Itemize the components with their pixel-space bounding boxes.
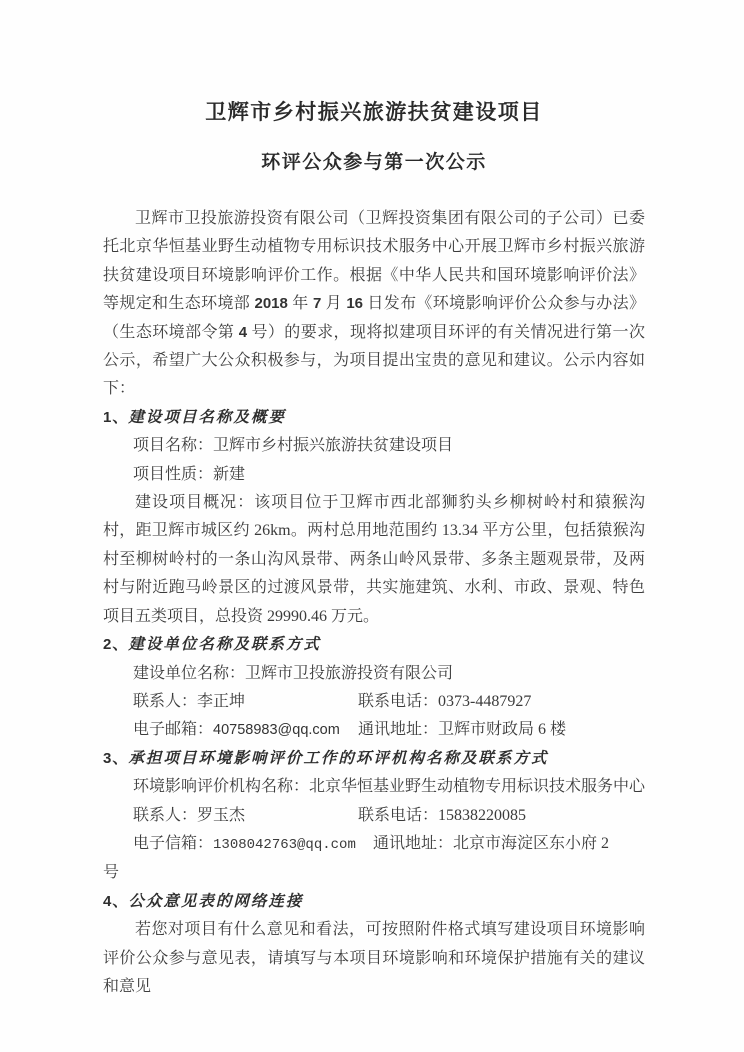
intro-text-3: 号）的要求，现将拟建项目环评的有关情况进行第一次公示，希望广大公众积极参与，为项目提出宝贵的意见和建议。公示内容如下： [103,323,645,398]
section3-mailing-address-line2: 号 [103,864,120,882]
section3-contact-person: 联系人：罗玉杰 [133,806,246,824]
section2-email-row [103,716,645,744]
section4-heading [103,888,645,916]
project-name-line: 项目名称：卫辉市乡村振兴旅游扶贫建设项目 [133,437,454,455]
section3-email-address: 1308042763@qq.com [213,836,356,853]
document-subtitle: 环评公众参与第一次公示 [261,152,487,173]
section2-heading-text: 建设单位名称及联系方式 [128,636,321,654]
document-title: 卫辉市乡村振兴旅游扶贫建设项目 [205,100,543,124]
eia-agency-line: 环境影响评价机构名称：北京华恒基业野生动植物专用标识技术服务中心 [133,778,646,796]
intro-text-2: 日发布《环境影响评价公众参与办法》（生态环境部令第 [103,295,645,341]
intro-month: 7 [312,295,322,313]
section3-heading [103,745,645,773]
section1-heading-text: 建设项目名称及概要 [128,408,286,426]
section3-email-label: 电子信箱： [133,834,214,852]
intro-year: 2018 [254,295,288,313]
section3-number: 3、 [103,749,129,767]
section2-contact-person: 联系人：李正坤 [133,692,246,710]
section3-mailing-address-line1: 通讯地址：北京市海淀区东小府 2 [373,834,610,852]
section3-heading-text: 承担项目环境影响评价工作的环评机构名称及联系方式 [128,749,549,767]
section3-contact-row [103,802,645,830]
section4-number: 4、 [103,892,129,910]
intro-text-1: 卫辉市卫投旅游投资有限公司（卫辉投资集团有限公司的子公司）已委托北京华恒基业野生动植物专用标识技术服务中心开展卫辉市乡村振兴旅游扶贫建设项目环境影响评价工作。根据《中华人民共和国环境影响评价法》等规定和生态环境部 [103,210,645,313]
construction-company-line: 建设单位名称：卫辉市卫投旅游投资有限公司 [133,664,454,682]
section2-mailing-address: 通讯地址：卫辉市财政局 6 楼 [358,721,567,739]
intro-year-unit: 年 [287,295,313,313]
section1-heading [103,404,645,432]
project-overview-paragraph: 建设项目概况：该项目位于卫辉市西北部狮豹头乡柳树岭村和猿猴沟村，距卫辉市城区约 26km。两村总用地范围约 13.34 平方公里，包括猿猴沟村至柳树岭村的一条山沟风景带、两条山岭风景带、多条主题观景带，及两村与附近跑马岭景区的过渡风景带，共实施建筑、水利、市政、景观、特色项目五类项目，总投资 29990.46 万元。 [103,494,645,625]
section3-email-cell [103,830,373,859]
section2-email-cell [103,716,358,744]
section2-contact-phone: 联系电话：0373-4487927 [358,692,532,710]
section2-number: 2、 [103,636,129,654]
section2-email-address: 40758983@qq.com [213,722,340,739]
section4-heading-text: 公众意见表的网络连接 [128,892,304,910]
intro-paragraph [103,205,645,404]
feedback-paragraph: 若您对项目有什么意见和看法，可按照附件格式填写建设项目环境影响评价公众参与意见表，请填写与本项目环境影响和环境保护措施有关的建议和意见 [103,921,645,995]
section3-contact-phone: 联系电话：15838220085 [358,806,527,824]
intro-order-number: 4 [238,323,248,341]
intro-day: 16 [346,295,364,313]
section1-number: 1、 [103,408,129,426]
section2-heading [103,631,645,659]
section2-email-label: 电子邮箱： [133,721,214,739]
document-body [103,205,645,1001]
document-content [103,0,645,1001]
project-nature-line: 项目性质：新建 [133,465,246,483]
section3-email-row [103,830,645,859]
section2-contact-row [103,688,645,716]
intro-month-unit: 月 [321,295,347,313]
